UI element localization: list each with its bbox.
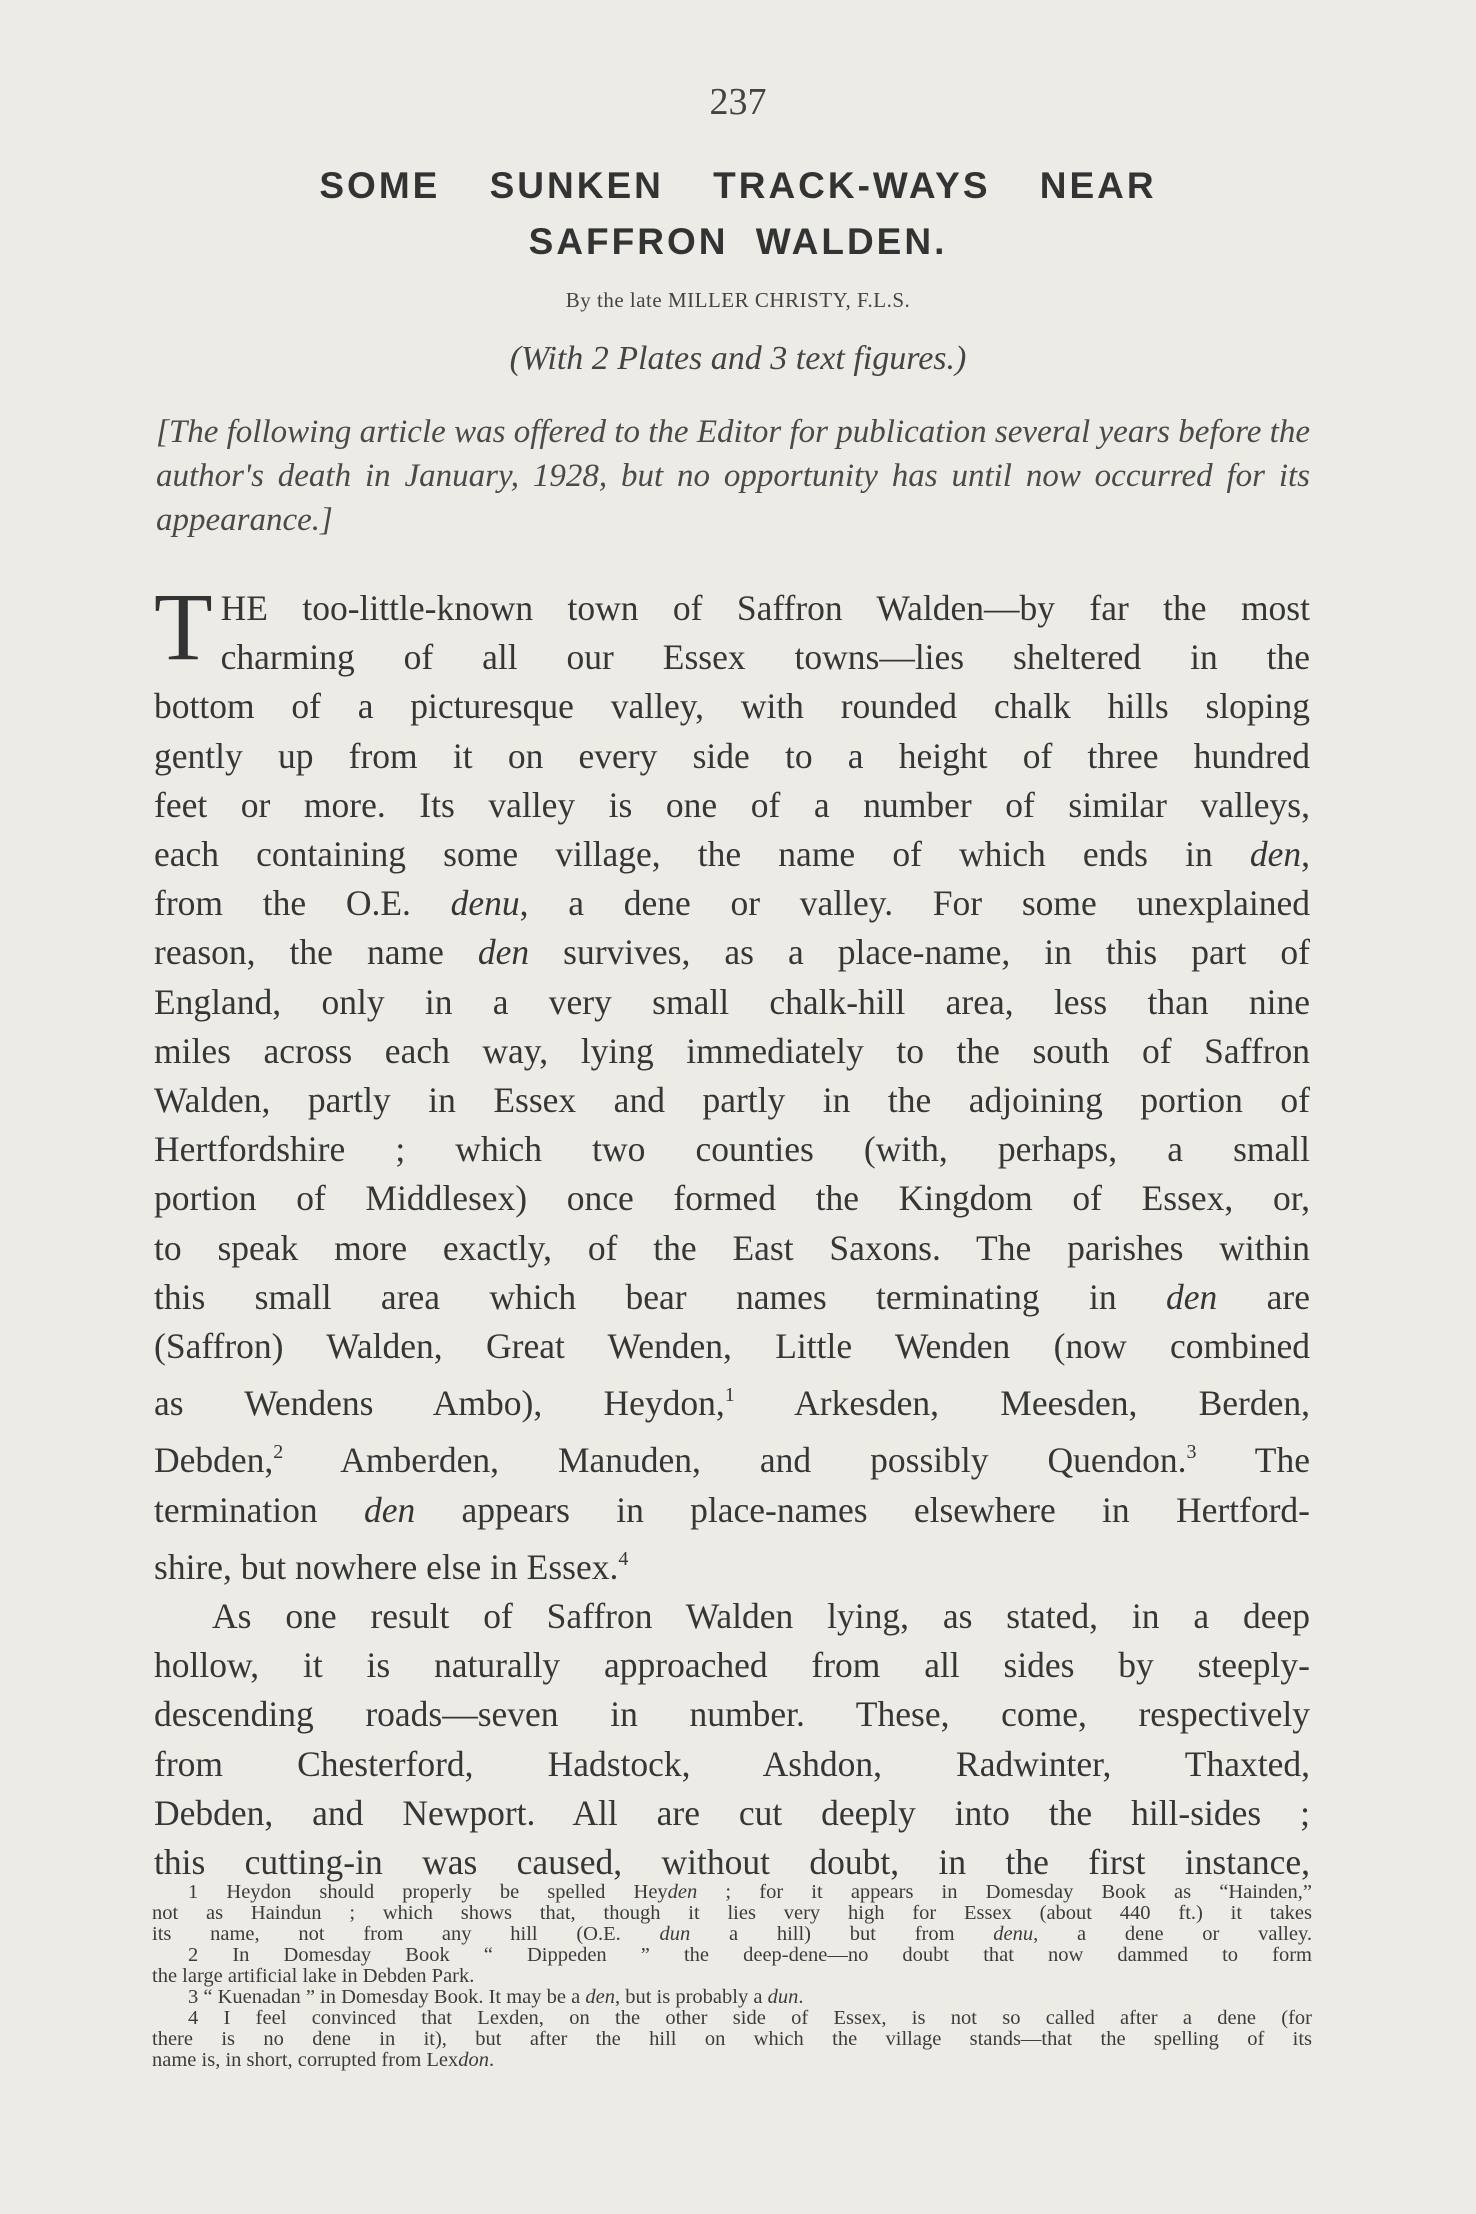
- body-text: Arkesden, Meesden, Berden,: [794, 1383, 1310, 1424]
- footnote-line: there is no dene in it), but after the hill on which the village stands—that the spelling of its: [152, 2028, 1312, 2050]
- footnote-text: , but is probably a: [614, 1986, 763, 2008]
- drop-cap: T: [154, 573, 213, 680]
- body-line: As one result of Saffron Walden lying, as stated, in a deep: [212, 1596, 1310, 1637]
- body-line: [154, 1273, 1310, 1322]
- body-line: charming of all our Essex towns—lies sheltered in the: [220, 637, 1310, 678]
- footnote-line: the large artificial lake in Debden Park.: [152, 1965, 475, 1987]
- body-line: feet or more. Its valley is one of a number of similar valleys,: [154, 784, 1310, 825]
- body-line: from Chesterford, Hadstock, Ashdon, Radwinter, Thaxted,: [154, 1743, 1310, 1784]
- footnote-text: .: [798, 1986, 804, 2008]
- footnote-text: .: [489, 2049, 495, 2071]
- body-line: portion of Middlesex) once formed the Kingdom of Essex, or,: [154, 1178, 1310, 1219]
- body-text: appears in place-names elsewhere in Hertford-: [461, 1489, 1310, 1530]
- page-number: 237: [709, 81, 767, 123]
- body-line: gently up from it on every side to a height of three hundred: [154, 735, 1310, 776]
- body-text: shire, but nowhere else in Essex.: [154, 1546, 619, 1587]
- article-body: [154, 573, 1311, 1887]
- body-text: are: [1266, 1276, 1311, 1317]
- footnote-ref: 4: [618, 1547, 629, 1570]
- italic-term: denu: [450, 883, 520, 924]
- body-line: Walden, partly in Essex and partly in the adjoining portion of: [154, 1080, 1310, 1121]
- byline: By the late MILLER CHRISTY, F.L.S.: [565, 288, 911, 312]
- footnote-line: 2 In Domesday Book “ Dippeden ” the deep-dene—no doubt that now dammed to form: [188, 1944, 1312, 1966]
- footnote-ref: 3: [1186, 1441, 1197, 1464]
- body-line: England, only in a very small chalk-hill area, less than nine: [154, 981, 1310, 1022]
- footnote-text: ; for it appears in Domesday Book as “Hainden,”: [697, 1881, 1313, 1903]
- body-line: Debden, and Newport. All are cut deeply into the hill-sides ;: [154, 1792, 1310, 1833]
- body-line: this cutting-in was caused, without doubt, in the first instance,: [154, 1842, 1310, 1883]
- footnote-text: , a dene or valley.: [1033, 1923, 1313, 1945]
- title-line-1: SOME SUNKEN TRACK-WAYS NEAR: [319, 165, 1157, 206]
- body-text: this small area which bear names terminating in: [154, 1276, 1117, 1317]
- body-text: The: [1254, 1440, 1310, 1481]
- italic-term: den: [363, 1489, 416, 1530]
- footnote-text: 1 Heydon should properly be spelled Hey: [188, 1881, 668, 1903]
- italic-term: dun: [659, 1923, 691, 1945]
- italic-term: den: [477, 932, 530, 973]
- body-line: (Saffron) Walden, Great Wenden, Little Wenden (now combined: [154, 1326, 1310, 1367]
- footnote-text: 3 “ Kuenadan ” in Domesday Book. It may be a: [188, 1986, 581, 2008]
- body-text: each containing some village, the name of which ends in: [154, 834, 1213, 875]
- footnotes: [152, 1882, 1312, 2071]
- body-text: Debden,: [154, 1440, 274, 1481]
- italic-term: den: [1249, 834, 1302, 875]
- article-title: [150, 158, 1326, 270]
- footnote-line: 4 I feel convinced that Lexden, on the other side of Essex, is not so called after a dene (for: [188, 2007, 1312, 2029]
- footnote-line: [188, 1987, 1312, 2008]
- plates-note: (With 2 Plates and 3 text figures.): [509, 340, 967, 377]
- footnote-line: [152, 2050, 1312, 2071]
- body-text: ,: [1301, 834, 1311, 875]
- body-line: [154, 1535, 1310, 1592]
- body-text: , a dene or valley. For some unexplained: [519, 883, 1311, 924]
- footnote-line: not as Haindun ; which shows that, though it lies very high for Essex (about 440 ft.) it takes: [152, 1902, 1312, 1924]
- body-line: descending roads—seven in number. These, come, respectively: [154, 1694, 1310, 1735]
- body-line: Hertfordshire ; which two counties (with, perhaps, a small: [154, 1129, 1310, 1170]
- body-line: [154, 928, 1310, 977]
- body-line: [154, 830, 1310, 879]
- footnote-ref: 2: [273, 1441, 284, 1464]
- italic-term: don: [458, 2049, 490, 2071]
- footnote-text: a hill) but from: [729, 1923, 955, 1945]
- body-line: bottom of a picturesque valley, with rounded chalk hills sloping: [154, 686, 1310, 727]
- body-line: [154, 1486, 1310, 1535]
- body-text: survives, as a place-name, in this part of: [563, 932, 1310, 973]
- editor-note: [The following article was offered to the Editor for publication several years before the author's death in January, 1928, but no opportunity has until now occurred for its appearance.]: [156, 414, 1310, 538]
- footnote-text: name is, in short, corrupted from Lex: [152, 2049, 459, 2071]
- body-line: to speak more exactly, of the East Saxons. The parishes within: [154, 1227, 1310, 1268]
- italic-term: den: [585, 1986, 615, 2008]
- body-text: termination: [154, 1489, 318, 1530]
- body-text: Amberden, Manuden, and possibly Quendon.: [340, 1440, 1187, 1481]
- body-line: [154, 1428, 1310, 1485]
- body-text: as Wendens Ambo), Heydon,: [154, 1383, 725, 1424]
- body-text: reason, the name: [154, 932, 444, 973]
- title-line-2: SAFFRON WALDEN.: [528, 221, 948, 262]
- body-line: hollow, it is naturally approached from all sides by steeply-: [154, 1645, 1310, 1686]
- italic-term: den: [667, 1881, 698, 1903]
- footnote-line: [188, 1882, 1312, 1903]
- italic-term: dun: [767, 1986, 799, 2008]
- body-line: [154, 879, 1310, 928]
- footnote-ref: 1: [724, 1384, 735, 1407]
- italic-term: denu: [993, 1923, 1034, 1945]
- body-line: [154, 1371, 1310, 1428]
- body-text: from the O.E.: [154, 883, 411, 924]
- body-line: HE too-little-known town of Saffron Walden—by far the most: [220, 588, 1310, 628]
- footnote-text: its name, not from any hill (O.E.: [152, 1923, 621, 1945]
- italic-term: den: [1166, 1276, 1218, 1317]
- footnote-line: [152, 1924, 1312, 1945]
- body-line: miles across each way, lying immediately to the south of Saffron: [154, 1030, 1310, 1071]
